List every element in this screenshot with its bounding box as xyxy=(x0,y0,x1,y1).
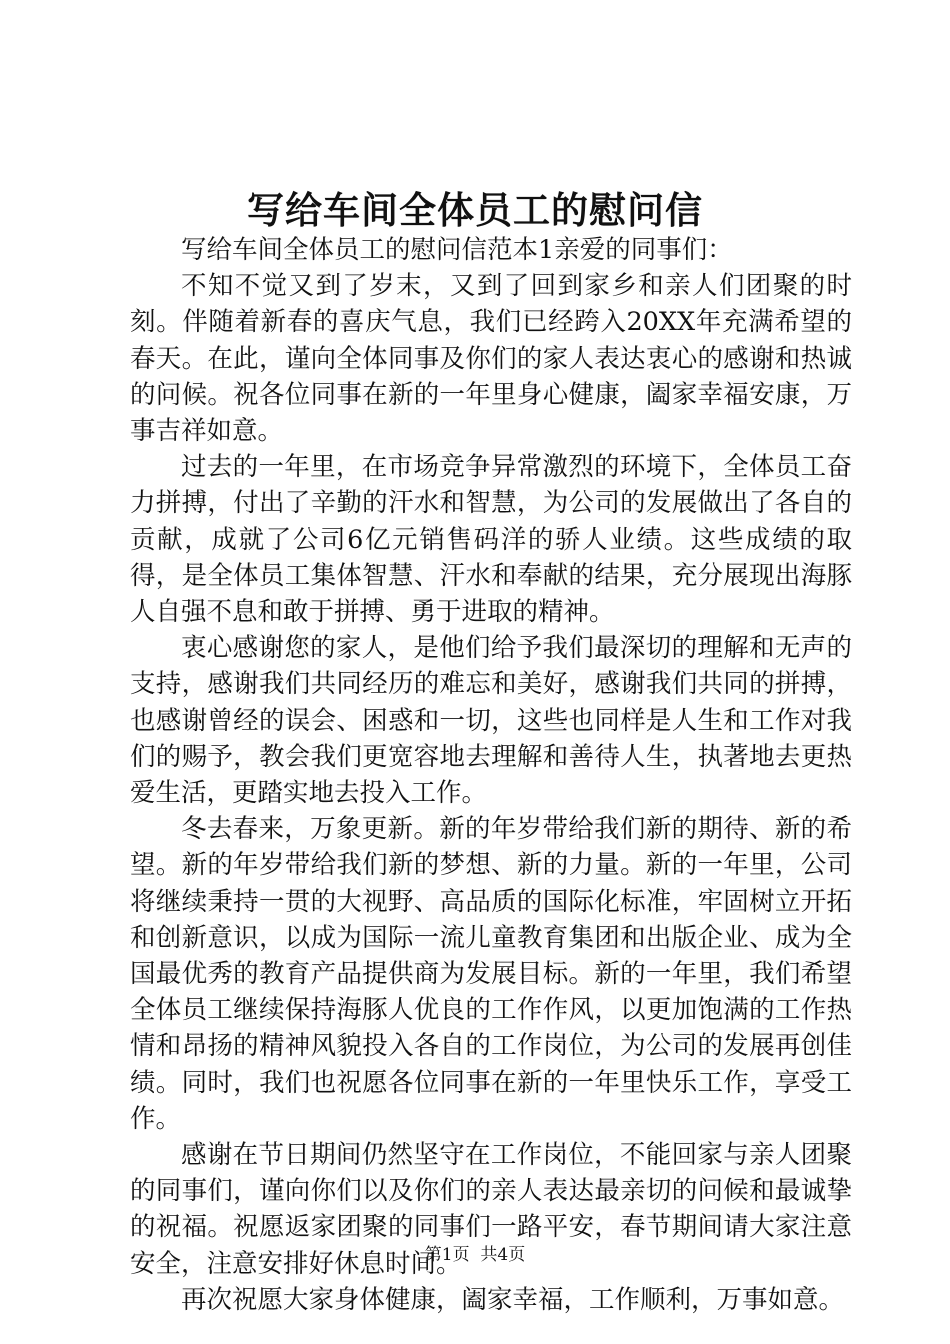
paragraph-1: 不知不觉又到了岁末，又到了回到家乡和亲人们团聚的时刻。伴随着新春的喜庆气息，我们已经跨入20XX年充满希望的春天。在此，谨向全体同事及你们的家人表达衷心的感谢和热诚的问候。祝各位同事在新的一年里身心健康，阖家幸福安康，万事吉祥如意。 xyxy=(130,271,852,447)
paragraph-6: 再次祝愿大家身体健康，阖家幸福，工作顺利，万事如意。 xyxy=(181,1284,845,1315)
document-body xyxy=(130,232,852,1318)
document-title: 写给车间全体员工的慰问信 xyxy=(247,188,703,232)
paragraph-3: 衷心感谢您的家人，是他们给予我们最深切的理解和无声的支持，感谢我们共同经历的难忘和美好，感谢我们共同的拼搏，也感谢曾经的误会、困惑和一切，这些也同样是人生和工作对我们的赐予，教会我们更宽容地去理解和善待人生，执著地去更热爱生活，更踏实地去投入工作。 xyxy=(130,633,852,809)
paragraph-4: 冬去春来，万象更新。新的年岁带给我们新的期待、新的希望。新的年岁带给我们新的梦想、新的力量。新的一年里，公司将继续秉持一贯的大视野、高品质的国际化标准，牢固树立开拓和创新意识，以成为国际一流儿童教育集团和出版企业、成为全国最优秀的教育产品提供商为发展目标。新的一年里，我们希望全体员工继续保持海豚人优良的工作作风，以更加饱满的工作热情和昂扬的精神风貌投入各自的工作岗位，为公司的发展再创佳绩。同时，我们也祝愿各位同事在新的一年里快乐工作，享受工作。 xyxy=(130,814,852,1134)
paragraph-2: 过去的一年里，在市场竞争异常激烈的环境下，全体员工奋力拼搏，付出了辛勤的汗水和智慧，为公司的发展做出了各自的贡献，成就了公司6亿元销售码洋的骄人业绩。这些成绩的取得，是全体员工集体智慧、汗水和奉献的结果，充分展现出海豚人自强不息和敢于拼搏、勇于进取的精神。 xyxy=(130,452,852,628)
paragraph-5: 感谢在节日期间仍然坚守在工作岗位，不能回家与亲人团聚的同事们，谨向你们以及你们的亲人表达最亲切的问候和最诚挚的祝福。祝愿返家团聚的同事们一路平安，春节期间请大家注意安全，注意安排好休息时间。 xyxy=(130,1140,852,1279)
paragraph-salutation: 写给车间全体员工的慰问信范本1亲爱的同事们： xyxy=(181,235,733,265)
page-number-footer: 第1页 共4页 xyxy=(424,1245,526,1265)
